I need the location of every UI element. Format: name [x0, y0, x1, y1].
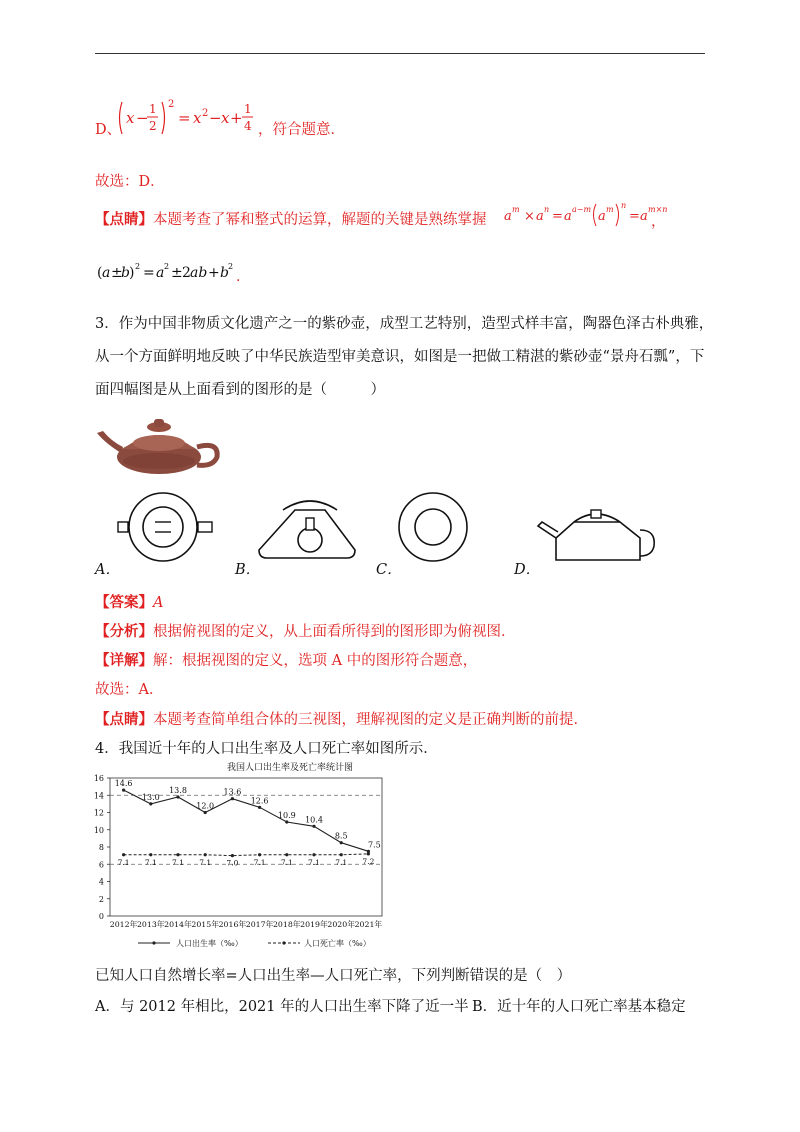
- birth-rate-label: 13.0: [141, 792, 160, 802]
- q4-line1: 4．我国近十年的人口出生率及人口死亡率如图所示．: [95, 741, 438, 757]
- option-c-figure: [393, 490, 473, 570]
- death-rate-point: [149, 853, 152, 856]
- death-rate-point: [122, 853, 125, 856]
- q3-conclusion: 故选：A．: [95, 682, 164, 698]
- svg-text:n: n: [544, 205, 550, 214]
- q4-given: 已知人口自然增长率=人口出生率—人口死亡率，下列判断错误的是（ ）: [95, 968, 572, 984]
- svg-text:×: ×: [524, 209, 535, 224]
- death-rate-point: [340, 853, 343, 856]
- x-tick-label: 2012年: [109, 920, 138, 929]
- death-rate-label: 7.1: [144, 857, 157, 867]
- answer-value: A: [153, 595, 164, 611]
- option-a-figure: [113, 490, 223, 570]
- q3-detail: [95, 649, 477, 670]
- svg-text:2: 2: [182, 265, 191, 281]
- x-tick-label: 2017年: [245, 920, 274, 929]
- q4-option-b: B．近十年的人口死亡率基本稳定: [472, 999, 686, 1015]
- x-tick-label: 2019年: [300, 920, 328, 929]
- birth-rate-point: [312, 825, 315, 828]
- svg-text:2: 2: [149, 119, 157, 133]
- death-rate-label: 7.2: [362, 856, 375, 866]
- tag-dianjing: 【点睛】: [95, 711, 153, 728]
- birth-rate-label: 14.6: [114, 779, 133, 789]
- q2-option-d-formula: [116, 96, 276, 146]
- svg-text:a: a: [564, 209, 572, 224]
- svg-text:=: =: [629, 209, 640, 224]
- y-tick-label: 6: [98, 860, 104, 870]
- x-tick-label: 2013年: [136, 920, 165, 929]
- svg-text:a−m: a−m: [572, 205, 592, 214]
- svg-text:x: x: [193, 109, 202, 127]
- population-rate-chart: [90, 758, 410, 954]
- legend-birth-marker: [152, 941, 155, 944]
- y-tick-label: 8: [98, 843, 104, 852]
- svg-text:±: ±: [171, 265, 183, 281]
- birth-rate-point: [258, 806, 261, 809]
- svg-text:4: 4: [244, 119, 252, 133]
- q3-line3: 面四幅图是从上面看到的图形的是（ ）: [95, 382, 385, 398]
- option-c-label: C．: [376, 562, 402, 578]
- x-tick-label: 2018年: [272, 920, 301, 929]
- death-rate-point: [312, 853, 315, 856]
- header-rule: [95, 53, 705, 54]
- dianjing-text: 本题考查简单组合体的三视图，理解视图的定义是正确判断的前提．: [153, 712, 588, 728]
- option-d-label: D．: [514, 562, 541, 578]
- x-tick-label: 2020年: [327, 920, 356, 929]
- q2-comma: ，: [651, 214, 666, 230]
- birth-rate-label: 10.4: [305, 815, 323, 825]
- q2-option-d-tail: ，符合题意．: [258, 122, 345, 138]
- svg-text:a: a: [536, 209, 544, 224]
- q2-square-formula: [95, 255, 255, 285]
- dianjing-text: 本题考查了幂和整式的运算，解题的关键是熟练掌握: [153, 212, 487, 228]
- birth-rate-point: [340, 841, 343, 844]
- death-rate-point: [176, 853, 179, 856]
- birth-rate-label: 12.0: [196, 801, 215, 811]
- death-rate-point: [258, 853, 261, 856]
- svg-text:1: 1: [149, 102, 157, 116]
- svg-text:a: a: [102, 265, 111, 281]
- birth-rate-label: 8.5: [334, 831, 348, 841]
- x-tick-label: 2015年: [191, 920, 220, 929]
- death-rate-label: 7.1: [308, 857, 320, 867]
- death-rate-point: [285, 853, 288, 856]
- death-rate-label: 7.1: [172, 857, 184, 867]
- option-b-figure: [255, 492, 365, 570]
- svg-text:): ): [129, 265, 135, 281]
- svg-text:a: a: [156, 265, 165, 281]
- birth-rate-point: [204, 811, 207, 814]
- death-rate-point: [204, 853, 207, 856]
- detail-text: 解：根据视图的定义，选项 A 中的图形符合题意，: [153, 653, 478, 669]
- death-rate-label: 7.1: [335, 857, 348, 867]
- svg-text:x: x: [221, 109, 230, 127]
- svg-text:m: m: [512, 205, 520, 214]
- svg-text:b: b: [121, 265, 130, 281]
- death-rate-line: [124, 854, 369, 856]
- y-tick-label: 4: [98, 877, 104, 887]
- birth-rate-point: [122, 788, 125, 791]
- death-rate-point: [367, 852, 370, 855]
- svg-text:=: =: [143, 265, 155, 281]
- birth-rate-point: [176, 795, 179, 798]
- option-d-figure: [536, 498, 656, 570]
- q2-dianjing: [95, 208, 487, 229]
- death-rate-label: 7.1: [199, 857, 212, 867]
- death-rate-point: [231, 854, 234, 857]
- birth-rate-point: [285, 820, 288, 823]
- x-tick-label: 2021年: [354, 920, 383, 929]
- tag-analysis: 【分析】: [95, 623, 153, 640]
- analysis-text: 根据俯视图的定义，从上面看所得到的图形即为俯视图．: [153, 624, 516, 640]
- option-a-label: A．: [95, 562, 120, 578]
- svg-text:−: −: [136, 109, 149, 127]
- x-tick-label: 2016年: [218, 920, 247, 929]
- tag-dianjing: 【点睛】: [95, 211, 153, 228]
- svg-text:m: m: [606, 205, 614, 214]
- birth-rate-line: [124, 787, 369, 851]
- death-rate-label: 7.1: [280, 857, 293, 867]
- q3-dianjing: [95, 708, 588, 729]
- y-tick-label: 12: [93, 808, 104, 818]
- svg-text:±: ±: [111, 265, 123, 281]
- birth-rate-point: [149, 802, 152, 805]
- q4-option-a: A．与 2012 年相比，2021 年的人口出生率下降了近一半: [95, 999, 469, 1015]
- svg-text:2: 2: [202, 108, 209, 119]
- tag-answer: 【答案】: [95, 594, 153, 611]
- svg-text:=: =: [178, 109, 191, 127]
- svg-text:a: a: [504, 209, 512, 224]
- svg-text:m×n: m×n: [648, 205, 668, 214]
- birth-rate-point: [231, 797, 234, 800]
- svg-text:−: −: [209, 109, 222, 127]
- death-rate-label: 7.1: [117, 857, 130, 867]
- q3-line2: 从一个方面鲜明地反映了中华民族造型审美意识，如图是一把做工精湛的紫砂壶“景舟石瓢”，下: [95, 349, 705, 365]
- teapot-photo: [93, 405, 223, 477]
- svg-text:b: b: [220, 265, 229, 281]
- birth-rate-label: 13.8: [169, 785, 187, 795]
- y-tick-label: 10: [93, 825, 104, 835]
- svg-text:a: a: [640, 209, 648, 224]
- option-d-label: D、: [95, 122, 122, 138]
- svg-text:(: (: [97, 265, 103, 281]
- q3-analysis: [95, 620, 516, 641]
- svg-text:n: n: [621, 201, 627, 210]
- q3-line1: 3．作为中国非物质文化遗产之一的紫砂壶，成型工艺特别，造型式样丰富，陶器色泽古朴典雅，: [95, 316, 714, 332]
- q3-answer: [95, 591, 163, 612]
- y-tick-label: 14: [93, 791, 104, 801]
- x-tick-label: 2014年: [164, 920, 192, 929]
- q2-power-rules: [502, 196, 668, 236]
- death-rate-label: 7.1: [253, 857, 266, 867]
- tag-detail: 【详解】: [95, 652, 153, 669]
- y-tick-label: 0: [98, 912, 104, 921]
- chart-title: 我国人口出生率及死亡率统计图: [226, 763, 354, 773]
- svg-text:2: 2: [228, 262, 234, 271]
- svg-text:2: 2: [135, 262, 141, 271]
- q2-answer-line: 故选：D．: [95, 174, 165, 190]
- birth-rate-label: 7.5: [368, 840, 381, 850]
- svg-text:x: x: [126, 109, 135, 127]
- svg-text:ab: ab: [190, 265, 208, 281]
- death-rate-label: 7.0: [226, 858, 239, 868]
- svg-text:2: 2: [164, 262, 170, 271]
- option-b-label: B．: [235, 562, 261, 578]
- svg-text:=: =: [552, 209, 563, 224]
- y-tick-label: 16: [93, 774, 104, 783]
- legend-birth-label: 人口出生率（‰）: [176, 939, 243, 948]
- svg-text:.: .: [236, 269, 241, 285]
- legend-death-marker: [282, 941, 285, 944]
- svg-text:+: +: [230, 109, 243, 127]
- y-tick-label: 2: [98, 894, 104, 904]
- svg-text:1: 1: [244, 102, 252, 116]
- svg-text:2: 2: [168, 99, 175, 110]
- birth-rate-label: 13.6: [223, 787, 242, 797]
- legend-death-label: 人口死亡率（‰）: [304, 939, 371, 948]
- svg-text:a: a: [598, 209, 606, 224]
- birth-rate-label: 10.9: [277, 810, 296, 820]
- svg-text:+: +: [208, 265, 220, 281]
- birth-rate-label: 12.6: [250, 796, 269, 806]
